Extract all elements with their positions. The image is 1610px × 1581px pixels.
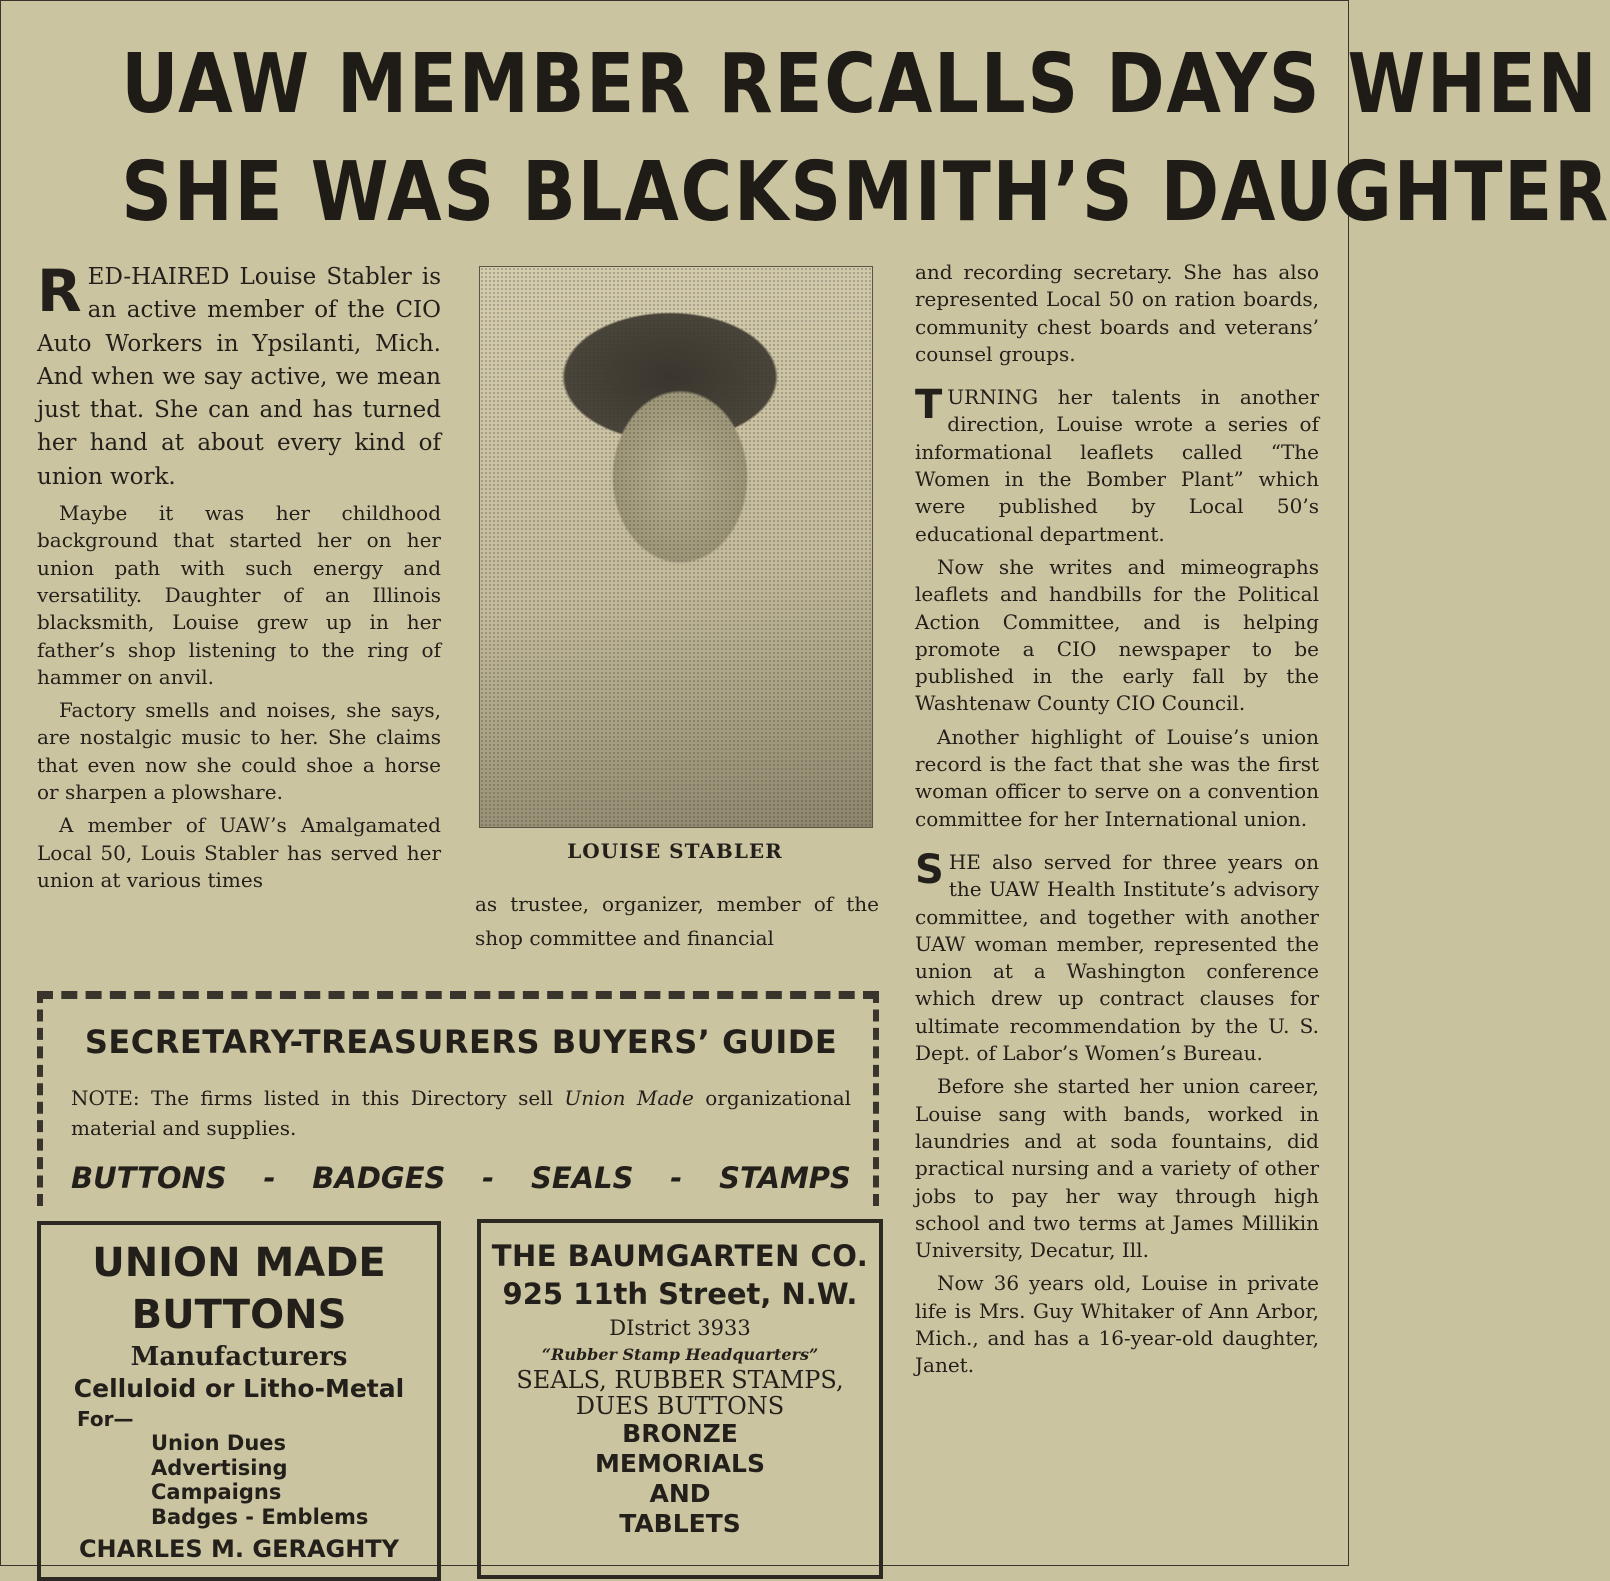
item-separator: - <box>670 1161 683 1195</box>
ad2-line-1: SEALS, RUBBER STAMPS, <box>516 1366 844 1394</box>
ad1-list-item: Badges - Emblems <box>151 1504 369 1529</box>
paragraph: Now 36 years old, Louise in private life is Mrs. Guy Whitaker of Ann Arbor, Mich., and has a 16-year-old daughter, Janet. <box>915 1271 1319 1378</box>
paragraph <box>915 846 1319 1067</box>
item-badges: BADGES <box>312 1161 446 1195</box>
paragraph-text: URNING her talents in another direction, Louise wrote a series of informational leaflets called “The Women in the Bomber Plant” which were published by Local 50’s educational department. <box>915 385 1319 546</box>
item-buttons: BUTTONS <box>71 1161 227 1195</box>
headline <box>121 31 1610 247</box>
paragraph <box>915 384 1319 548</box>
paragraph: Maybe it was her childhood background that started her on her union path with such energy and versatility. Daughter of an Illinois blacksmith, Louise grew up in her father’s shop listening to the ring of hammer on anvil. <box>37 501 441 689</box>
ad2-name: THE BAUMGARTEN CO. <box>491 1239 869 1273</box>
ad1-line-3: Manufacturers <box>130 1342 348 1372</box>
ad2-line-4: MEMORIALS <box>595 1449 765 1478</box>
paragraph-text: HE also served for three years on the UAW Health Institute’s advisory committee, and together with another UAW woman member, represented the union at a Washington conference which drew up contract clauses for ultimate recommendation by the U. S. Dept. of Labor’s Women’s Bureau. <box>915 849 1319 1066</box>
paragraph: Another highlight of Louise’s union record is the fact that she was the first woman officer to serve on a convention committee for her International union. <box>915 724 1319 831</box>
paragraph: Factory smells and noises, she says, are nostalgic music to her. She claims that even now she could shoe a horse or sharpen a plowshare. <box>37 698 441 805</box>
paragraph: as trustee, organizer, member of the shop committee and financial <box>475 892 879 950</box>
drop-cap-s: S <box>915 846 944 893</box>
article-column-1 <box>37 257 441 900</box>
ad2-address: 925 11th Street, N.W. <box>502 1277 858 1311</box>
ad-baumgarten <box>477 1219 883 1579</box>
ad1-list-item: Campaigns <box>151 1480 282 1504</box>
ad2-line-2: DUES BUTTONS <box>575 1392 785 1420</box>
article-column-2 <box>475 887 879 961</box>
ad2-district: DIstrict 3933 <box>609 1316 751 1340</box>
buyers-guide-note <box>71 1083 851 1143</box>
drop-cap-t: T <box>915 382 943 429</box>
note-emphasis: Union Made <box>564 1086 694 1110</box>
drop-cap-r: R <box>37 257 82 325</box>
article-column-3 <box>915 259 1319 1386</box>
note-tail: organizational material and supplies. <box>71 1086 852 1140</box>
item-seals: SEALS <box>530 1161 634 1195</box>
ad1-list-item: Union Dues <box>151 1431 287 1455</box>
ad1-for: For— <box>77 1407 134 1431</box>
item-stamps: STAMPS <box>719 1161 851 1195</box>
item-separator: - <box>482 1161 495 1195</box>
paragraph: Before she started her union career, Louise sang with bands, worked in laundries and at soda fountains, did practical nursing and a variety of other jobs to pay her way through high school and two terms at James Millikin University, Decatur, Ill. <box>915 1074 1319 1263</box>
ad2-line-5: AND <box>649 1479 711 1508</box>
ad1-line-4: Celluloid or Litho-Metal <box>73 1374 405 1403</box>
photo-caption: LOUISE STABLER <box>567 839 783 863</box>
paragraph: A member of UAW’s Amalgamated Local 50, Louis Stabler has served her union at various times <box>37 813 441 892</box>
ad2-line-3: BRONZE <box>622 1419 738 1448</box>
buyers-guide-items <box>71 1161 851 1195</box>
headline-line-1: UAW MEMBER RECALLS DAYS WHEN <box>121 37 1599 132</box>
lead-text: ED-HAIRED Louise Stabler is an active member of the CIO Auto Workers in Ypsilanti, Mich. And when we say active, we mean just that. She can and has turned her hand at about every kind of union work. <box>37 264 441 490</box>
buyers-guide-title: SECRETARY-TREASURERS BUYERS’ GUIDE <box>84 1023 838 1061</box>
ad1-line-1: UNION MADE <box>92 1240 386 1286</box>
ad1-bottom: CHARLES M. GERAGHTY <box>78 1535 400 1563</box>
lead-paragraph <box>37 257 441 494</box>
ad1-list-item: Advertising <box>151 1455 288 1480</box>
item-separator: - <box>263 1161 276 1195</box>
ad2-hq: “Rubber Stamp Headquarters” <box>541 1345 819 1364</box>
ad-union-made-buttons <box>37 1221 441 1581</box>
ad1-list <box>41 1431 437 1529</box>
note-text: The firms listed in this Directory sell <box>150 1086 553 1110</box>
note-label: NOTE: <box>71 1086 140 1110</box>
portrait-photo <box>479 266 873 828</box>
headline-line-2: SHE WAS BLACKSMITH’S DAUGHTER <box>121 145 1610 240</box>
paragraph: and recording secretary. She has also represented Local 50 on ration boards, community chest boards and veterans’ counsel groups. <box>915 260 1319 366</box>
ad1-line-2: BUTTONS <box>131 1292 347 1338</box>
ad2-line-6: TABLETS <box>619 1509 741 1538</box>
paragraph: Now she writes and mimeographs leaflets and handbills for the Political Action Committee, and is helping promote a CIO newspaper to be published in the early fall by the Washtenaw County CIO Council. <box>915 554 1319 716</box>
